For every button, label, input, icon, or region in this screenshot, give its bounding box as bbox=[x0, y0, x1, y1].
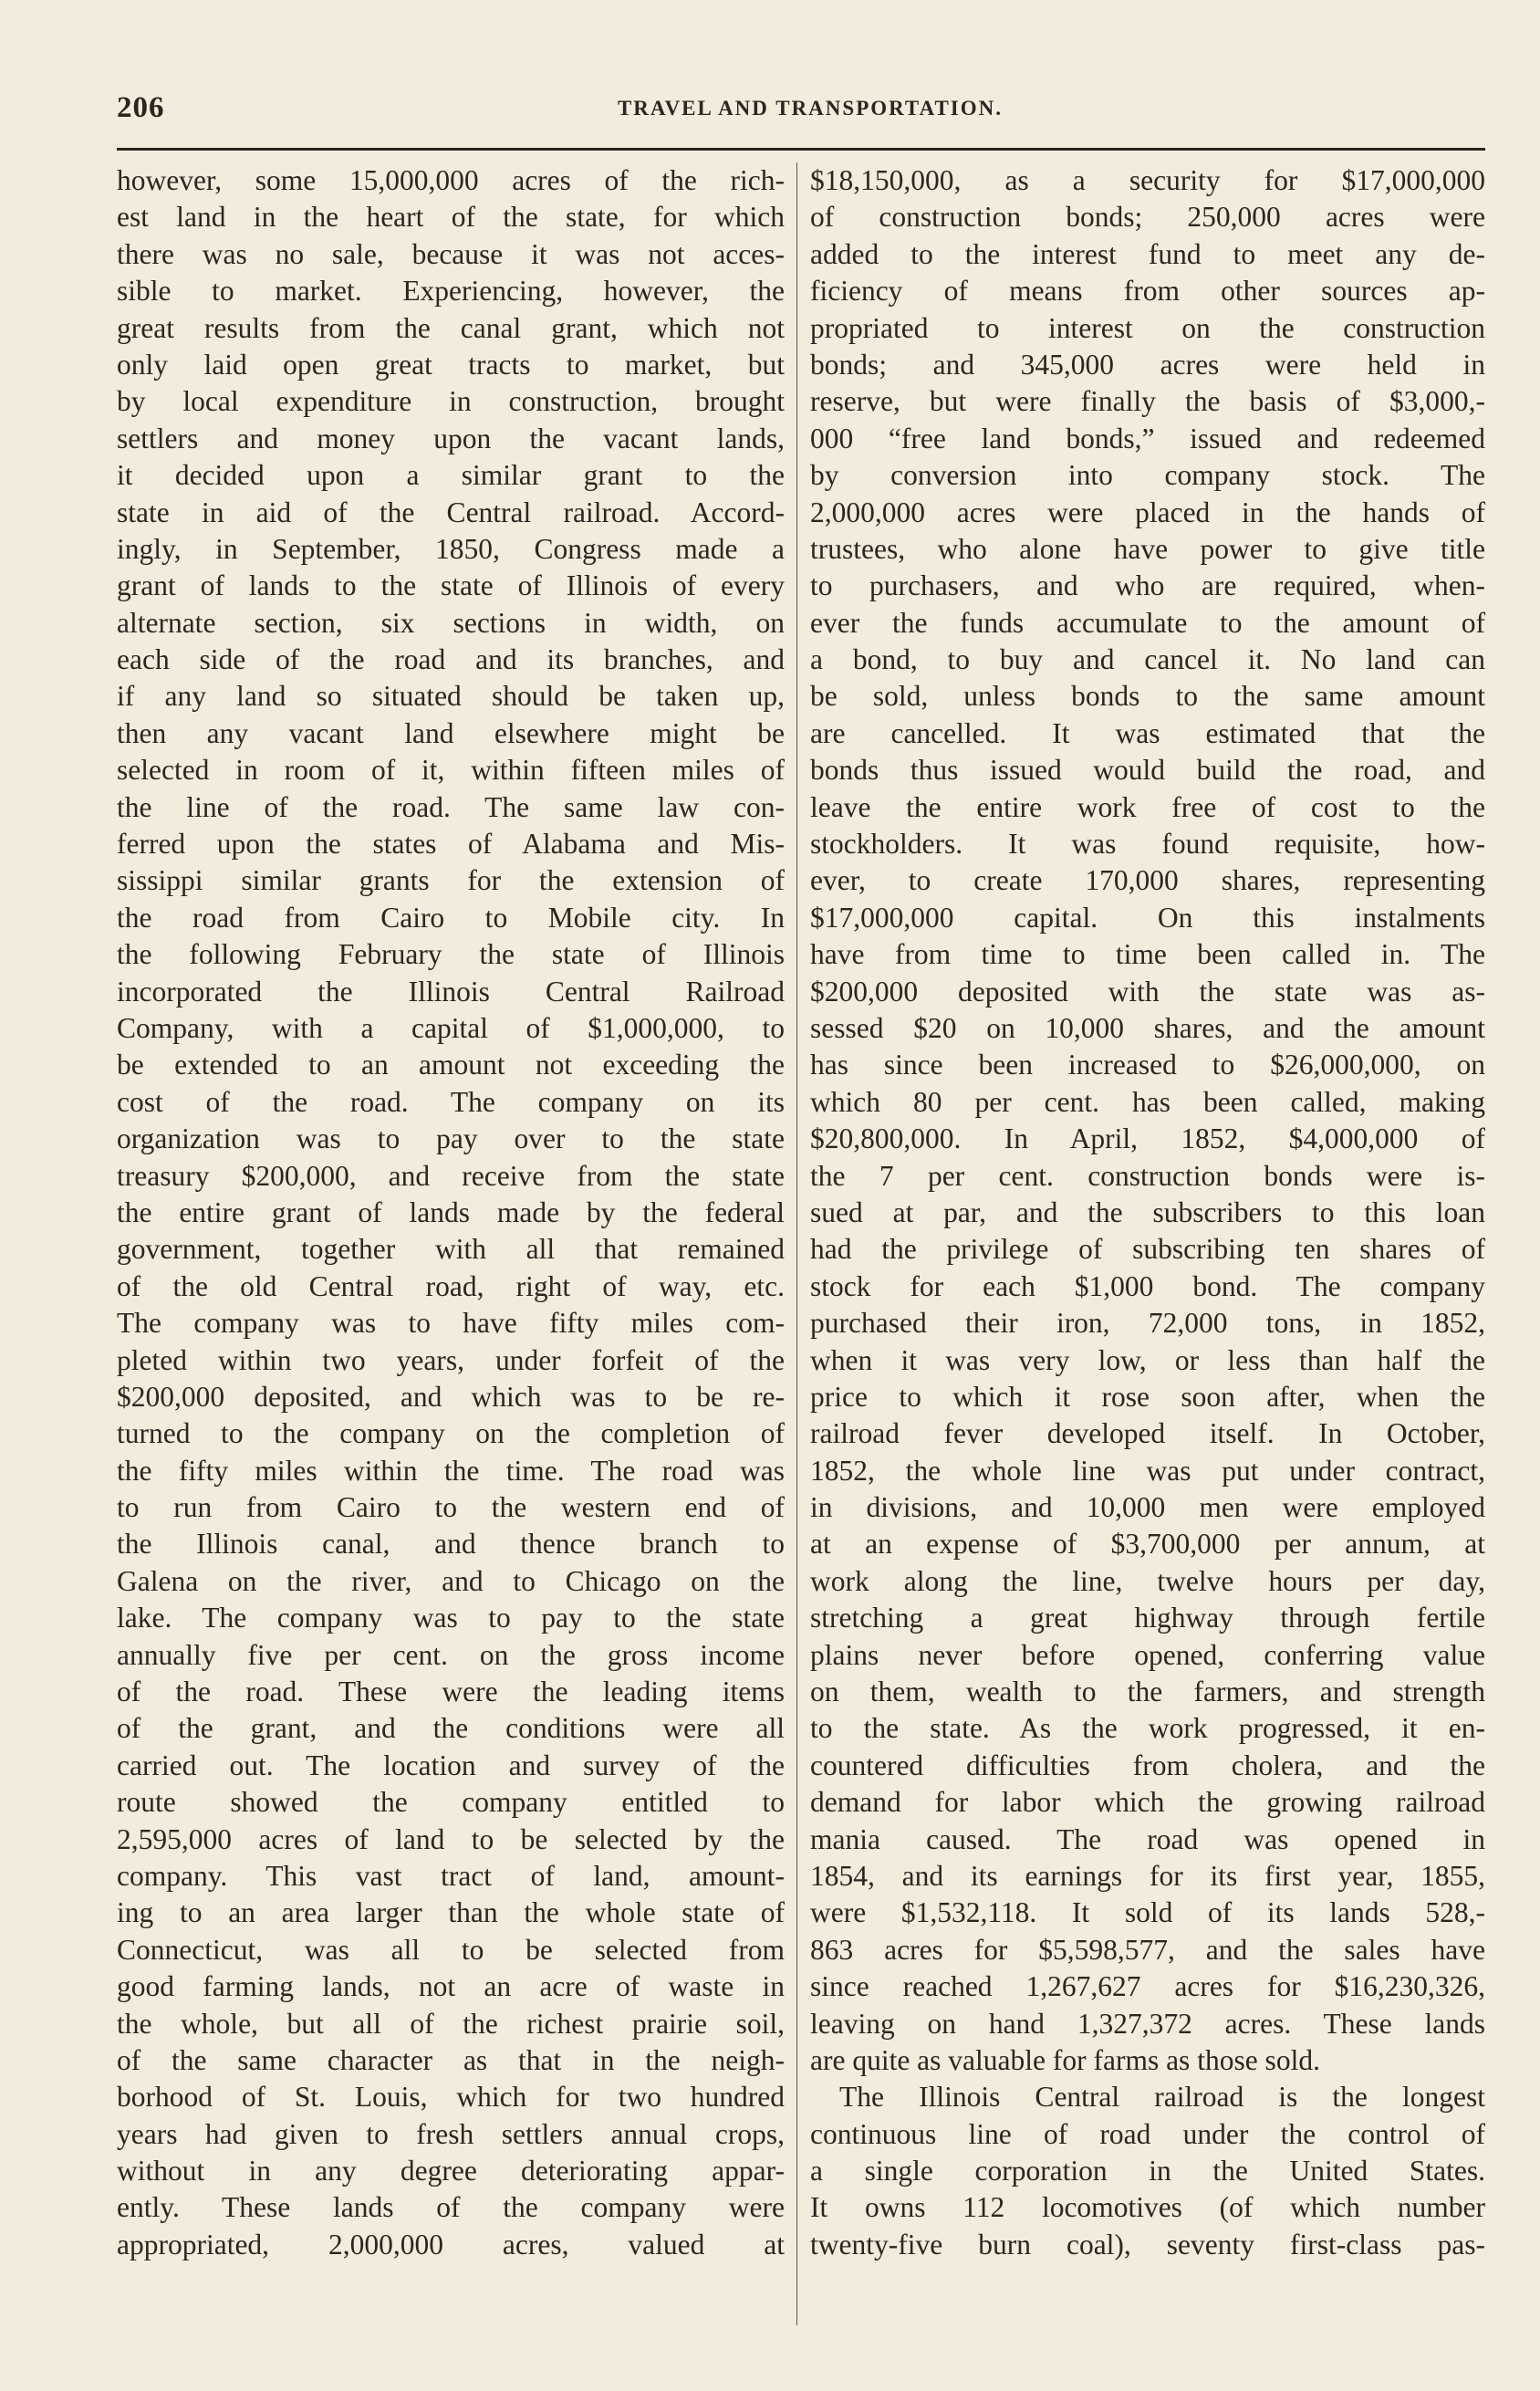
text-line: the whole, but all of the richest prairie soil, bbox=[117, 2007, 785, 2040]
text-line: stockholders. It was found requisite, how- bbox=[810, 828, 1485, 861]
text-line: carried out. The location and survey of the bbox=[117, 1749, 785, 1781]
text-line: the fifty miles within the time. The road was bbox=[117, 1454, 785, 1487]
text-line: of the same character as that in the neigh- bbox=[117, 2043, 785, 2076]
text-line: there was no sale, because it was not acces- bbox=[117, 237, 785, 270]
text-line: of the grant, and the conditions were all bbox=[117, 1712, 785, 1745]
text-line: at an expense of $3,700,000 per annum, at bbox=[810, 1528, 1485, 1561]
text-line: Galena on the river, and to Chicago on the bbox=[117, 1564, 785, 1597]
text-line: the line of the road. The same law con- bbox=[117, 790, 785, 823]
text-line: however, some 15,000,000 acres of the rich- bbox=[117, 164, 785, 196]
text-line: on them, wealth to the farmers, and strength bbox=[810, 1676, 1485, 1708]
text-line: railroad fever developed itself. In October, bbox=[810, 1417, 1485, 1450]
text-line: Company, with a capital of $1,000,000, to bbox=[117, 1011, 785, 1044]
text-line: had the privilege of subscribing ten shares of bbox=[810, 1233, 1485, 1266]
text-line: twenty-five burn coal), seventy first-class pas- bbox=[810, 2228, 1485, 2260]
text-line: ever, to create 170,000 shares, representing bbox=[810, 864, 1485, 897]
text-line: 1852, the whole line was put under contract, bbox=[810, 1454, 1485, 1487]
text-line: company. This vast tract of land, amount- bbox=[117, 1859, 785, 1892]
text-line: The company was to have fifty miles com- bbox=[117, 1307, 785, 1340]
text-line: are cancelled. It was estimated that the bbox=[810, 716, 1485, 749]
text-line: sessed $20 on 10,000 shares, and the amount bbox=[810, 1011, 1485, 1044]
text-line: $20,800,000. In April, 1852, $4,000,000 of bbox=[810, 1122, 1485, 1155]
text-line: cost of the road. The company on its bbox=[117, 1085, 785, 1118]
text-line: $17,000,000 capital. On this instalments bbox=[810, 901, 1485, 934]
text-line: sissippi similar grants for the extension of bbox=[117, 864, 785, 897]
page-header bbox=[117, 91, 1504, 131]
text-line: ferred upon the states of Alabama and Mis- bbox=[117, 828, 785, 861]
text-line: appropriated, 2,000,000 acres, valued at bbox=[117, 2228, 785, 2260]
text-line: by local expenditure in construction, brought bbox=[117, 385, 785, 418]
text-line: to the state. As the work progressed, it en- bbox=[810, 1712, 1485, 1745]
text-line: government, together with all that remained bbox=[117, 1233, 785, 1266]
text-line: of the road. These were the leading items bbox=[117, 1676, 785, 1708]
text-line: It owns 112 locomotives (of which number bbox=[810, 2191, 1485, 2224]
text-line: stock for each $1,000 bond. The company bbox=[810, 1269, 1485, 1302]
text-line: Connecticut, was all to be selected from bbox=[117, 1933, 785, 1966]
text-line: state in aid of the Central railroad. Accord- bbox=[117, 496, 785, 528]
text-line: mania caused. The road was opened in bbox=[810, 1822, 1485, 1855]
text-line: ever the funds accumulate to the amount of bbox=[810, 606, 1485, 639]
text-line: pleted within two years, under forfeit of the bbox=[117, 1343, 785, 1376]
header-rule bbox=[117, 148, 1485, 151]
text-line: borhood of St. Louis, which for two hundred bbox=[117, 2081, 785, 2114]
text-line: to run from Cairo to the western end of bbox=[117, 1491, 785, 1524]
text-line: a single corporation in the United States. bbox=[810, 2155, 1485, 2187]
text-line: a bond, to buy and cancel it. No land can bbox=[810, 643, 1485, 676]
text-line: be extended to an amount not exceeding the bbox=[117, 1049, 785, 1081]
text-line: added to the interest fund to meet any de- bbox=[810, 237, 1485, 270]
text-line: since reached 1,267,627 acres for $16,230,326, bbox=[810, 1970, 1485, 2003]
text-line: great results from the canal grant, which not bbox=[117, 311, 785, 344]
text-line: organization was to pay over to the state bbox=[117, 1122, 785, 1155]
text-line: lake. The company was to pay to the state bbox=[117, 1602, 785, 1634]
text-line: sible to market. Experiencing, however, the bbox=[117, 275, 785, 308]
text-line: reserve, but were finally the basis of $3,000,- bbox=[810, 385, 1485, 418]
text-line: incorporated the Illinois Central Railroad bbox=[117, 975, 785, 1008]
text-line: are quite as valuable for farms as those sold. bbox=[810, 2043, 1320, 2076]
text-line: the road from Cairo to Mobile city. In bbox=[117, 901, 785, 934]
text-line: price to which it rose soon after, when the bbox=[810, 1380, 1485, 1413]
text-line: stretching a great highway through fertile bbox=[810, 1602, 1485, 1634]
text-line: has since been increased to $26,000,000, on bbox=[810, 1049, 1485, 1081]
text-line: bonds thus issued would build the road, and bbox=[810, 754, 1485, 787]
text-line: the Illinois canal, and thence branch to bbox=[117, 1528, 785, 1561]
text-line: if any land so situated should be taken up, bbox=[117, 680, 785, 713]
text-line: without in any degree deteriorating appar- bbox=[117, 2155, 785, 2187]
text-line: were $1,532,118. It sold of its lands 528,- bbox=[810, 1896, 1485, 1929]
text-line: continuous line of road under the control of bbox=[810, 2117, 1485, 2150]
text-line: propriated to interest on the construction bbox=[810, 311, 1485, 344]
text-line: settlers and money upon the vacant lands, bbox=[117, 422, 785, 454]
text-line: in divisions, and 10,000 men were employed bbox=[810, 1491, 1485, 1524]
text-line: which 80 per cent. has been called, making bbox=[810, 1085, 1485, 1118]
text-line: route showed the company entitled to bbox=[117, 1786, 785, 1819]
text-line: 2,595,000 acres of land to be selected by the bbox=[117, 1822, 785, 1855]
text-line: 000 “free land bonds,” issued and redeemed bbox=[810, 422, 1485, 454]
text-line: plains never before opened, conferring value bbox=[810, 1638, 1485, 1671]
text-line: selected in room of it, within fifteen miles of bbox=[117, 754, 785, 787]
text-line: when it was very low, or less than half the bbox=[810, 1343, 1485, 1376]
text-line: treasury $200,000, and receive from the state bbox=[117, 1159, 785, 1192]
text-line: grant of lands to the state of Illinois of every bbox=[117, 569, 785, 602]
text-line: leaving on hand 1,327,372 acres. These lands bbox=[810, 2007, 1485, 2040]
text-line: to purchasers, and who are required, when- bbox=[810, 569, 1485, 602]
text-line: turned to the company on the completion of bbox=[117, 1417, 785, 1450]
text-line: 2,000,000 acres were placed in the hands of bbox=[810, 496, 1485, 528]
text-line: by conversion into company stock. The bbox=[810, 459, 1485, 492]
text-line: ingly, in September, 1850, Congress made a bbox=[117, 532, 785, 565]
text-line: $18,150,000, as a security for $17,000,000 bbox=[810, 164, 1485, 196]
text-line: the entire grant of lands made by the federal bbox=[117, 1196, 785, 1228]
text-line: then any vacant land elsewhere might be bbox=[117, 716, 785, 749]
text-line: trustees, who alone have power to give title bbox=[810, 532, 1485, 565]
text-line: 863 acres for $5,598,577, and the sales have bbox=[810, 1933, 1485, 1966]
column-divider bbox=[796, 162, 797, 2325]
right-column bbox=[810, 162, 1485, 2263]
text-line: each side of the road and its branches, and bbox=[117, 643, 785, 676]
text-line: countered difficulties from cholera, and the bbox=[810, 1749, 1485, 1781]
text-line: it decided upon a similar grant to the bbox=[117, 459, 785, 492]
text-line: ently. These lands of the company were bbox=[117, 2191, 785, 2224]
text-line: good farming lands, not an acre of waste in bbox=[117, 1970, 785, 2003]
text-line: alternate section, six sections in width, on bbox=[117, 606, 785, 639]
text-line: bonds; and 345,000 acres were held in bbox=[810, 348, 1485, 381]
running-head: TRAVEL AND TRANSPORTATION. bbox=[617, 97, 1004, 120]
text-line: sued at par, and the subscribers to this loan bbox=[810, 1196, 1485, 1228]
text-line: ing to an area larger than the whole state of bbox=[117, 1896, 785, 1929]
text-line: 1854, and its earnings for its first year, 1855, bbox=[810, 1859, 1485, 1892]
text-line: leave the entire work free of cost to the bbox=[810, 790, 1485, 823]
text-line: demand for labor which the growing railroad bbox=[810, 1786, 1485, 1819]
text-line: the 7 per cent. construction bonds were is- bbox=[810, 1159, 1485, 1192]
text-line: only laid open great tracts to market, but bbox=[117, 348, 785, 381]
page-number: 206 bbox=[117, 91, 165, 124]
text-line: The Illinois Central railroad is the longest bbox=[839, 2081, 1485, 2114]
text-line: years had given to fresh settlers annual crops, bbox=[117, 2117, 785, 2150]
text-line: ficiency of means from other sources ap- bbox=[810, 275, 1485, 308]
text-line: be sold, unless bonds to the same amount bbox=[810, 680, 1485, 713]
text-line: $200,000 deposited, and which was to be re- bbox=[117, 1380, 785, 1413]
text-line: of construction bonds; 250,000 acres were bbox=[810, 201, 1485, 234]
text-line: est land in the heart of the state, for which bbox=[117, 201, 785, 234]
text-line: of the old Central road, right of way, etc. bbox=[117, 1269, 785, 1302]
text-line: purchased their iron, 72,000 tons, in 1852, bbox=[810, 1307, 1485, 1340]
text-line: have from time to time been called in. The bbox=[810, 938, 1485, 971]
left-column bbox=[117, 162, 785, 2263]
text-line: annually five per cent. on the gross income bbox=[117, 1638, 785, 1671]
text-line: the following February the state of Illinois bbox=[117, 938, 785, 971]
text-line: $200,000 deposited with the state was as- bbox=[810, 975, 1485, 1008]
text-line: work along the line, twelve hours per day, bbox=[810, 1564, 1485, 1597]
